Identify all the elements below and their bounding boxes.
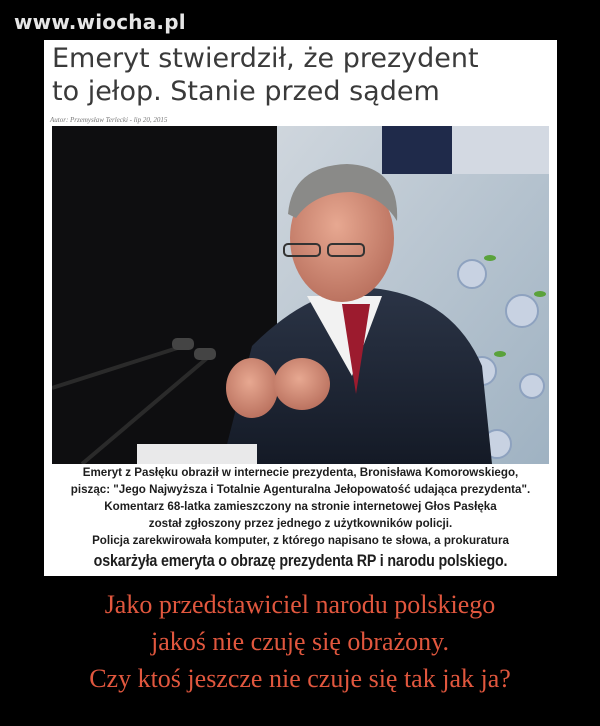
- caption-emphasis: oskarżyła emeryta o obrazę prezydenta RP i narodu polskiego.: [93, 551, 508, 570]
- comment-line: Czy ktoś jeszcze nie czuje się tak jak ja?: [89, 664, 511, 693]
- comment-line: Jako przedstawiciel narodu polskiego: [104, 590, 496, 619]
- headline: [52, 42, 552, 108]
- article-panel: [44, 40, 557, 576]
- demotivator-comment: [0, 586, 600, 697]
- caption-line: został zgłoszony przez jednego z użytkowników policji.: [148, 517, 453, 530]
- president-photo: [52, 126, 549, 464]
- caption-line: Policja zarekwirowała komputer, z którego napisano te słowa, a prokuratura: [92, 534, 509, 547]
- byline: Autor: Przemysław Terlecki - lip 20, 2015: [50, 116, 168, 124]
- site-watermark: www.wiocha.pl: [14, 10, 186, 34]
- headline-line: Emeryt stwierdził, że prezydent: [52, 43, 479, 74]
- headline-line: to jełop. Stanie przed sądem: [52, 76, 440, 107]
- caption: [46, 464, 555, 573]
- comment-line: jakoś nie czuję się obrażony.: [151, 627, 449, 656]
- caption-line: Emeryt z Pasłęku obraził w internecie prezydenta, Bronisława Komorowskiego,: [82, 466, 519, 479]
- caption-line: pisząc: "Jego Najwyższa i Totalnie Agenturalna Jełopowatość udająca prezydenta".: [70, 483, 531, 496]
- caption-line: Komentarz 68-latka zamieszczony na stronie internetowej Głos Pasłęka: [104, 500, 497, 513]
